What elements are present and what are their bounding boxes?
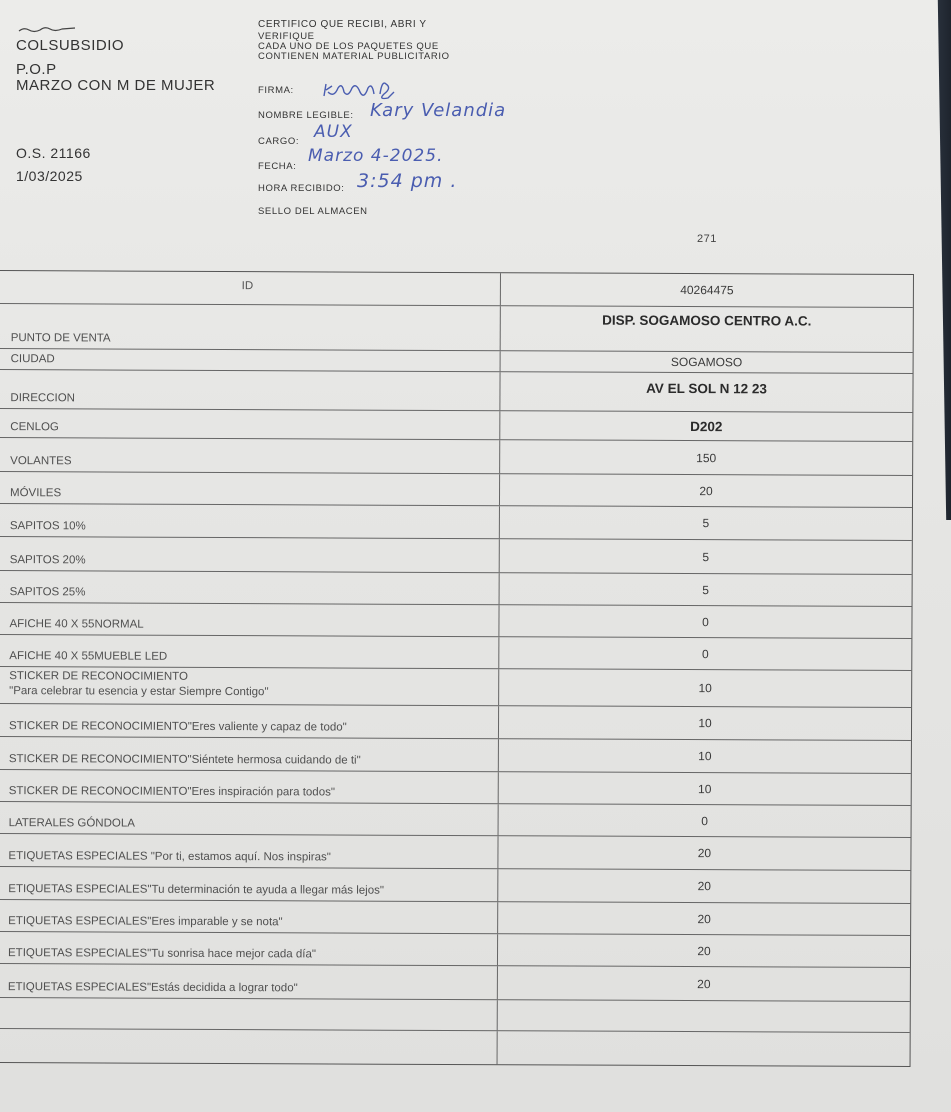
time-value: 3:54 pm . <box>357 170 458 192</box>
order-number: O.S. 21166 <box>16 145 91 161</box>
name-label: NOMBRE LEGIBLE: <box>258 110 354 121</box>
table-cell-value: 0 <box>701 646 709 661</box>
delivery-table <box>0 270 914 1067</box>
table-cell-label: ETIQUETAS ESPECIALES "Por ti, estamos aquí. Nos inspiras" <box>0 834 499 868</box>
sticker-label-line-1: STICKER DE RECONOCIMIENTO <box>9 670 188 683</box>
table-cell-label: SAPITOS 25% <box>0 571 500 604</box>
table-row <box>0 437 912 475</box>
table-cell-value <box>498 1031 910 1066</box>
table-cell-label: STICKER DE RECONOCIMIENTO"Eres valiente y capaz de todo" <box>0 704 499 738</box>
table-cell-label: AFICHE 40 X 55MUEBLE LED <box>0 635 499 668</box>
table-cell-label: VOLANTES <box>0 438 500 473</box>
table-cell-value: 10 <box>698 781 712 796</box>
table-cell-value: 10 <box>698 681 712 696</box>
time-label: HORA RECIBIDO: <box>258 183 345 194</box>
table-cell-value: 20 <box>697 879 712 894</box>
table-row <box>0 602 912 638</box>
table-cell-value: 10 <box>698 716 712 731</box>
sticker-label-line-2: "Para celebrar tu esencia y estar Siempre Contigo" <box>9 685 269 699</box>
table-cell-label: SAPITOS 20% <box>0 537 500 572</box>
logo-mark-icon <box>18 24 76 34</box>
table-row <box>0 833 911 870</box>
page-number: 271 <box>697 233 717 245</box>
table-row <box>0 408 912 441</box>
table-row <box>0 634 911 670</box>
certify-line-2: VERIFIQUE <box>258 31 315 42</box>
date-label: FECHA: <box>258 161 297 172</box>
table-row <box>0 303 913 352</box>
signature-label: FIRMA: <box>258 85 294 96</box>
table-row <box>0 369 913 412</box>
date-value: Marzo 4-2025. <box>308 146 444 166</box>
table-cell-value: 20 <box>697 943 711 958</box>
table-cell-value: 150 <box>696 450 717 465</box>
table-cell-label: CENLOG <box>0 409 500 439</box>
table-row <box>0 503 912 540</box>
table-cell-label: ID <box>0 271 501 305</box>
table-row <box>0 666 911 707</box>
table-cell-label: STICKER DE RECONOCIMIENTO"Siéntete hermosa cuidando de ti" <box>0 737 499 771</box>
table-row <box>0 963 910 1001</box>
order-date: 1/03/2025 <box>16 168 83 184</box>
table-cell-value: D202 <box>690 418 723 434</box>
certify-line-4: CONTIENEN MATERIAL PUBLICITARIO <box>258 51 450 62</box>
signature-scribble-icon <box>322 78 402 102</box>
table-cell-label: PUNTO DE VENTA <box>0 304 501 350</box>
table-cell-value: AV EL SOL N 12 23 <box>646 380 767 397</box>
table-cell-label <box>0 667 499 705</box>
certify-line-1: CERTIFICO QUE RECIBI, ABRI Y <box>258 19 427 30</box>
table-cell-value: 0 <box>702 614 709 629</box>
table-row <box>0 801 911 837</box>
table-cell-value: 5 <box>702 582 709 597</box>
table-cell-value: 10 <box>698 749 712 764</box>
table-cell-value <box>498 1000 910 1032</box>
table-row <box>0 1028 910 1066</box>
table-cell-value: DISP. SOGAMOSO CENTRO A.C. <box>602 312 812 329</box>
table-cell-label: ETIQUETAS ESPECIALES"Tu sonrisa hace mejor cada día" <box>0 932 498 965</box>
table-cell-label: ETIQUETAS ESPECIALES"Estás decidida a lograr todo" <box>0 964 498 999</box>
table-cell-label: CIUDAD <box>0 349 501 371</box>
table-cell-value: 5 <box>702 549 710 564</box>
category-label: P.O.P <box>16 61 57 78</box>
table-row <box>0 348 913 373</box>
position-label: CARGO: <box>258 136 300 147</box>
table-row <box>0 736 911 773</box>
table-row <box>0 769 911 805</box>
table-row <box>0 271 913 307</box>
table-cell-value: 5 <box>702 516 710 531</box>
table-row <box>0 536 912 574</box>
company-name: COLSUBSIDIO <box>16 37 125 54</box>
table-cell-value: 40264475 <box>680 282 734 298</box>
table-cell-value: 20 <box>697 846 712 861</box>
table-row <box>0 931 910 967</box>
table-row <box>0 471 912 507</box>
stamp-label: SELLO DEL ALMACEN <box>258 206 368 217</box>
table-cell-label: ETIQUETAS ESPECIALES"Tu determinación te ayuda a llegar más lejos" <box>0 867 498 901</box>
table-row <box>0 866 910 903</box>
table-cell-label: AFICHE 40 X 55NORMAL <box>0 603 500 636</box>
name-value: Kary Velandia <box>370 100 507 121</box>
table-cell-label: MÓVILES <box>0 472 500 505</box>
table-cell-value: 0 <box>701 813 708 828</box>
table-row <box>0 703 911 740</box>
table-cell-label: DIRECCION <box>0 370 501 410</box>
table-cell-label <box>0 1029 498 1064</box>
table-cell-label: STICKER DE RECONOCIMIENTO"Eres inspiración para todos" <box>0 770 499 803</box>
table-row <box>0 570 912 606</box>
table-row <box>0 899 910 935</box>
campaign-title: MARZO CON M DE MUJER <box>16 77 216 94</box>
table-cell-label: ETIQUETAS ESPECIALES"Eres imparable y se nota" <box>0 900 498 933</box>
table-cell-value: 20 <box>697 976 711 991</box>
table-cell-value: 20 <box>697 911 711 926</box>
table-cell-label <box>0 998 498 1030</box>
certify-line-3: CADA UNO DE LOS PAQUETES QUE <box>258 41 439 52</box>
table-cell-label: LATERALES GÓNDOLA <box>0 802 499 835</box>
table-row <box>0 997 910 1032</box>
table-cell-value: SOGAMOSO <box>670 354 743 370</box>
table-cell-value: 20 <box>699 483 713 498</box>
position-value: AUX <box>314 122 353 142</box>
table-cell-label: SAPITOS 10% <box>0 504 500 538</box>
